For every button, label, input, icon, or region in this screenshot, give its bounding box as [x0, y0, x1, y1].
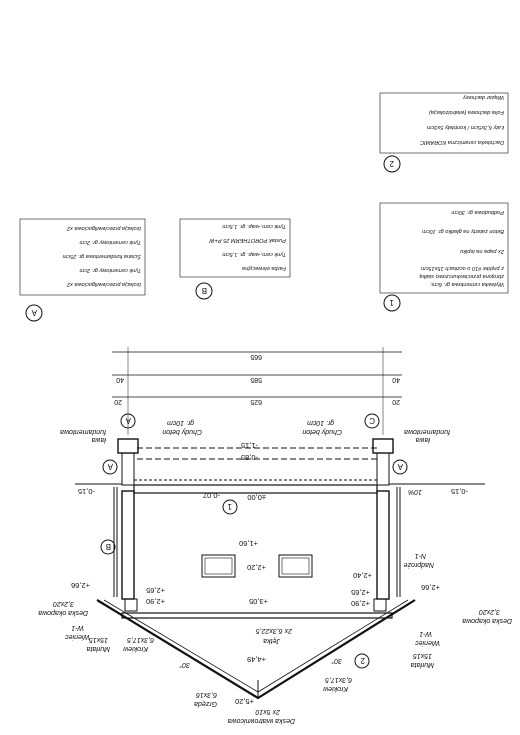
legend-2-row: Wiązar dachowy: [463, 94, 504, 100]
level-top: +5,20: [235, 697, 254, 706]
label-wind-board-dim: 2x 5x10: [255, 708, 280, 715]
wall-left: [377, 491, 389, 599]
label-angle-right: 30°: [179, 661, 190, 668]
dim-20-right: 20: [114, 398, 122, 405]
level-left-c: +2,40: [353, 571, 372, 580]
label-lintel: Nadproże: [403, 561, 434, 568]
balloon-a-left-text: A: [397, 462, 403, 471]
label-fascia-left: Deska okapowa: [462, 617, 512, 624]
label-ring-beam-left: Wieniec: [415, 639, 440, 646]
level-foundation-a: -0,85: [240, 453, 258, 462]
legend-b-row: Tynk cem.-wap. gr. 1,5cm: [222, 223, 286, 229]
level-ground-left: -0,15: [450, 487, 468, 496]
label-lean-concrete-left-dim: gr. 10cm: [307, 419, 334, 426]
dim-625: 625: [250, 398, 262, 405]
label-ring-beam-left-code: W-1: [419, 630, 432, 637]
label-lintel-code: N-1: [414, 552, 426, 559]
label-collar: Jętka: [263, 637, 280, 644]
balloon-2-text: 2: [360, 656, 365, 665]
label-ridge: Grzęda: [194, 700, 217, 707]
legend-1-row: Wylewka cementowa gr. 6cm,: [429, 281, 504, 287]
label-wall-plate-right-dim: 15x15: [88, 636, 108, 643]
legend-1-row: z prętów #10 o oczkach 15x15cm: [420, 265, 504, 271]
level-zero: ±0,00: [247, 493, 266, 502]
wall-plate-left: [374, 599, 386, 611]
foundation-wall-right: [122, 453, 134, 485]
legend-1-row: 2x papa na lepiku: [460, 248, 504, 254]
label-fascia-right-dim: 3,2x20: [52, 600, 74, 607]
label-footing-left: ława: [415, 436, 430, 443]
legend-1-row: zbrojona przeciwskurczowo siatką: [419, 273, 504, 279]
label-rafter-right-dim: 6,3x17,5: [127, 636, 154, 643]
label-lean-concrete-left: Chudy beton: [302, 428, 342, 435]
level-right-b: +2,65: [146, 586, 165, 595]
dim-20-left: 20: [392, 398, 400, 405]
legend-2-row: Łaty 6,3x5cm / kontrłaty 5x3cm: [426, 124, 504, 130]
legend-a-row: Izolacja przeciwwilgociowa x2: [67, 281, 141, 287]
legend-b-row: Pustak POROTHERM 25 P+W: [209, 237, 286, 243]
level-attic: +3,05: [249, 597, 268, 606]
balloon-a-right-text: A: [107, 462, 113, 471]
legend-b-id: B: [201, 286, 207, 295]
legend-b-row: Tynk cem.-wap. gr. 1,5cm: [222, 251, 286, 257]
legend-2-row: Dachówka ceramiczna KORAMIC: [420, 139, 504, 145]
dim-665: 665: [250, 353, 262, 360]
legend-a-row: Ściana fundamentowa gr. 25cm: [62, 253, 141, 259]
label-footing-right: ława: [91, 436, 106, 443]
label-slope: 10%: [407, 488, 422, 495]
level-right-a: +2,90: [146, 597, 165, 606]
legend-a-row: Tynk cementowy gr. 2cm: [79, 239, 141, 245]
level-ridge-mid: +4,49: [247, 655, 266, 664]
collar-beam: [122, 613, 392, 618]
label-wall-plate-left: Murłata: [410, 661, 434, 668]
label-collar-dim: 2x 6,3x22,5: [255, 627, 292, 634]
legend-1-row: Podbudowa gr. 30cm: [451, 209, 504, 215]
level-eave-left: +2,66: [421, 583, 440, 592]
label-wind-board: Deska wiatrownicowa: [227, 717, 295, 724]
label-footing-right-2: fundamentowa: [60, 428, 106, 435]
legend-1-id: 1: [389, 298, 394, 307]
roof-inner: [104, 600, 408, 692]
level-left-b: +2,65: [351, 588, 370, 597]
level-foundation-b: -1,15: [240, 441, 258, 450]
legend-b-row: Farba elewacyjna: [242, 265, 286, 271]
footing-right: [118, 439, 138, 453]
dim-40-right: 40: [116, 376, 124, 383]
label-angle-left: 30°: [331, 657, 342, 664]
label-ridge-dim: 6,3x16: [195, 691, 217, 698]
label-rafter-left: Krokiew: [323, 685, 348, 692]
label-rafter-left-dim: 6,3x17,5: [325, 676, 352, 683]
balloon-a-bottom-text: A: [125, 416, 131, 425]
dim-585: 585: [250, 376, 262, 383]
level-left-a: +2,90: [351, 599, 370, 608]
floor-slab: [134, 485, 377, 493]
wall-right: [122, 491, 134, 599]
label-wall-plate-right: Murłata: [86, 645, 110, 652]
level-window-bottom: +1,60: [239, 539, 258, 548]
legend-2-id: 2: [389, 159, 394, 168]
label-wall-plate-left-dim: 15x15: [412, 652, 432, 659]
balloon-c-text: C: [369, 416, 375, 425]
label-rafter-right: Krokiew: [123, 645, 148, 652]
footing-left: [373, 439, 393, 453]
dim-40-left: 40: [392, 376, 400, 383]
level-eave-right: +2,66: [71, 581, 90, 590]
legend-a-row: Tynk cementowy gr. 2cm: [79, 267, 141, 273]
label-lean-concrete-right: Chudy beton: [162, 428, 202, 435]
window-right-inner: [205, 558, 232, 574]
label-fascia-right: Deska okapowa: [38, 609, 88, 616]
level-window-top: +2,20: [247, 563, 266, 572]
balloon-1-text: 1: [227, 502, 232, 511]
level-inner: -0,07: [202, 491, 220, 500]
wall-plate-right: [125, 599, 137, 611]
legend-a-row: Izolacja przeciwwilgociowa x2: [67, 225, 141, 231]
label-ring-beam-right: Wieniec: [65, 633, 90, 640]
level-ground-right: -0,15: [77, 487, 95, 496]
label-footing-left-2: fundamentowa: [404, 428, 450, 435]
label-fascia-left-dim: 3,2x20: [478, 608, 500, 615]
label-lean-concrete-right-dim: gr. 10cm: [167, 419, 194, 426]
legend-1-row: Beton zatarty na gładko gr. 10cm: [422, 228, 504, 234]
label-ring-beam-right-code: W-1: [71, 624, 84, 631]
foundation-wall-left: [377, 453, 389, 485]
legend-2-row: Folia dachowa (wiatroizolacja): [429, 109, 504, 115]
legend-a-id: A: [31, 308, 37, 317]
window-left-inner: [282, 558, 309, 574]
balloon-b-text: B: [105, 542, 111, 551]
